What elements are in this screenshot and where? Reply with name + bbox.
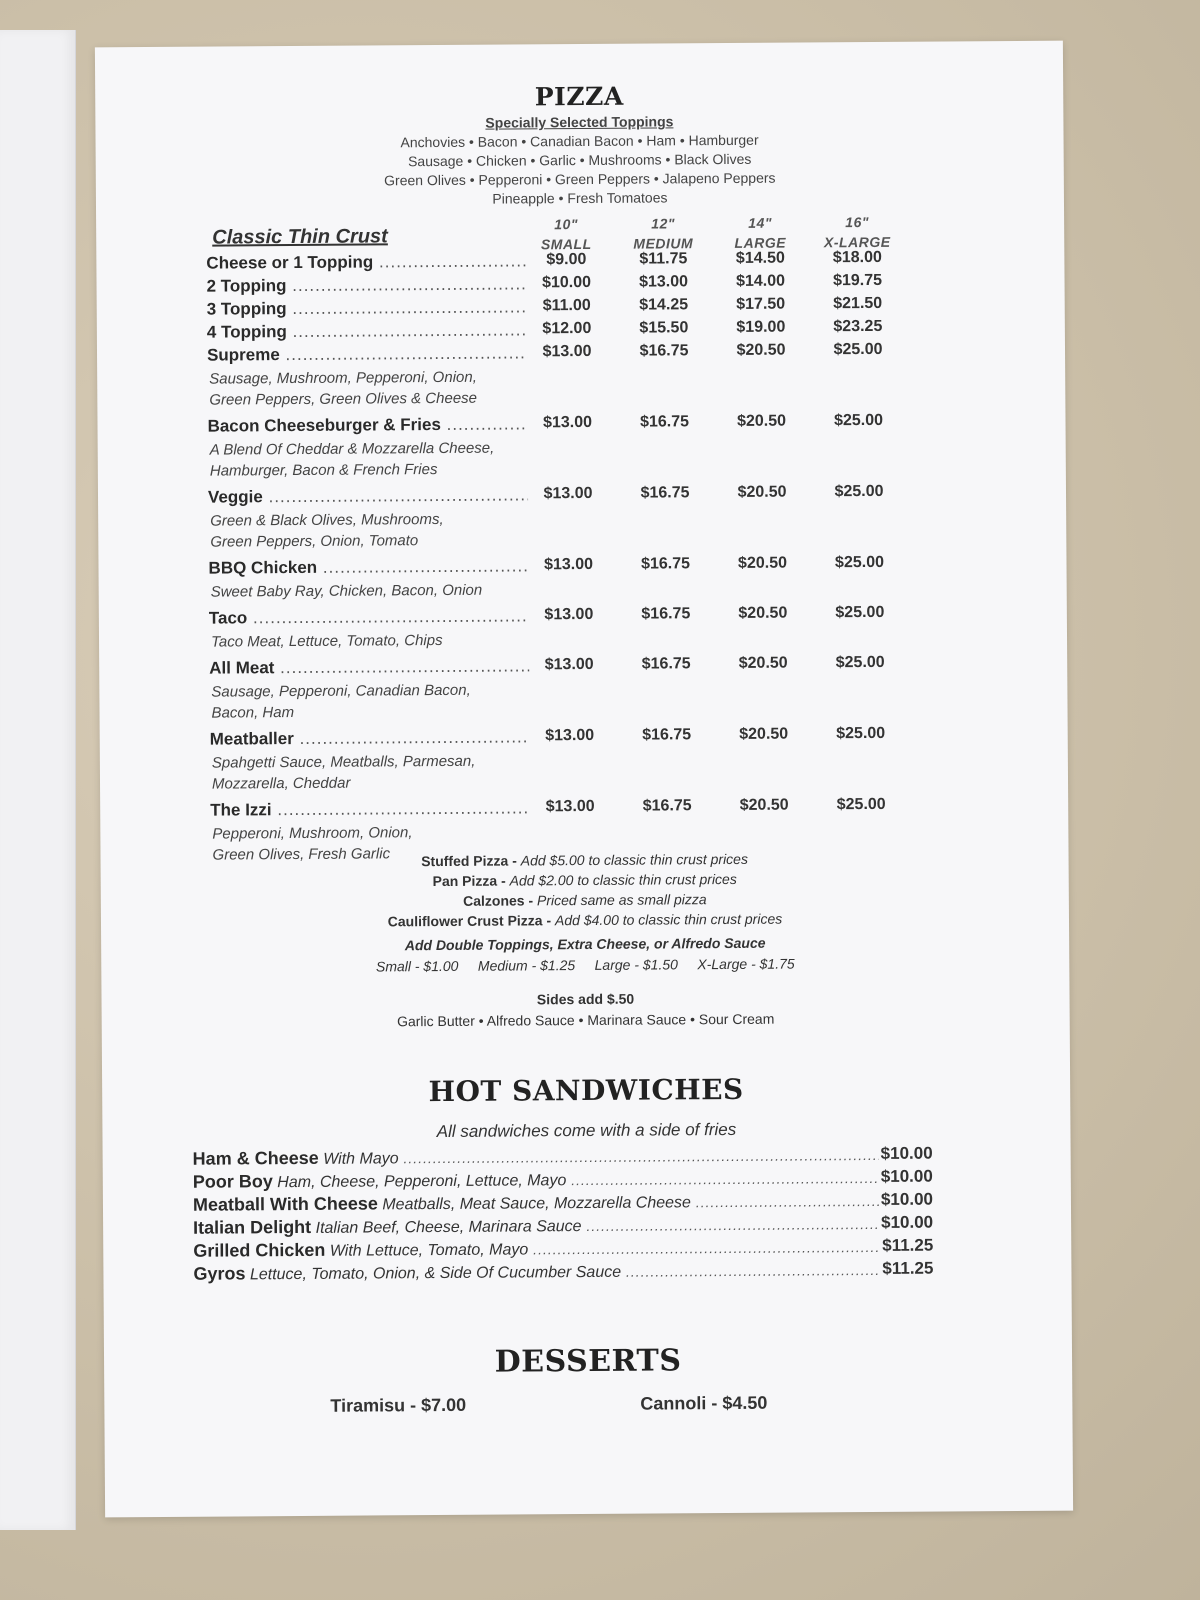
note-line: Pan Pizza - Add $2.00 to classic thin crust prices xyxy=(432,870,737,890)
addon-price: Large - $1.50 xyxy=(594,956,678,973)
pizza-description: Mozzarella, Cheddar xyxy=(211,774,351,793)
sandwich-name: Meatball With Cheese xyxy=(192,1193,378,1215)
sandwich-name: Gyros xyxy=(193,1263,246,1284)
sandwich-description-text: Lettuce, Tomato, Onion, & Side Of Cucumber Sauce xyxy=(249,1263,622,1284)
pizza-price: $25.00 xyxy=(835,653,885,672)
pizza-description: Spahgetti Sauce, Meatballs, Parmesan, xyxy=(211,752,476,772)
sandwich-price: $11.25 xyxy=(882,1258,934,1278)
toppings-line: Pineapple • Fresh Tomatoes xyxy=(492,189,668,207)
crust-label: Classic Thin Crust xyxy=(212,225,388,249)
pizza-price: $13.00 xyxy=(544,605,594,624)
pizza-price: $19.00 xyxy=(736,318,786,336)
size-header-large xyxy=(715,212,805,253)
pizza-price: $14.25 xyxy=(639,296,689,314)
sandwich-price: $10.00 xyxy=(880,1166,933,1186)
pizza-price: $16.75 xyxy=(642,726,692,744)
pizza-price: $25.00 xyxy=(833,340,883,359)
pizza-description: Sausage, Pepperoni, Canadian Bacon, xyxy=(211,681,471,701)
pizza-price: $23.25 xyxy=(833,317,883,336)
pizza-price: $25.00 xyxy=(834,553,885,572)
menu-page xyxy=(95,41,1073,1518)
toppings-heading: Specially Selected Toppings xyxy=(485,113,674,131)
pizza-description: Bacon, Ham xyxy=(211,704,295,722)
pizza-price: $19.75 xyxy=(832,271,883,290)
pizza-name-text: 2 Topping xyxy=(206,276,287,296)
pizza-name-text: BBQ Chicken xyxy=(208,557,318,578)
addon-price: X-Large - $1.75 xyxy=(697,955,795,973)
sandwich-name: Poor Boy xyxy=(192,1171,273,1192)
sandwich-description-text: Meatballs, Meat Sauce, Mozzarella Cheese xyxy=(382,1194,691,1214)
pizza-name-text: Taco xyxy=(208,608,248,628)
pizza-description: Pepperoni, Mushroom, Onion, xyxy=(212,824,413,843)
dessert-item: Tiramisu - $7.00 xyxy=(330,1394,467,1416)
pizza-price: $20.50 xyxy=(738,654,788,672)
pizza-price: $17.50 xyxy=(736,295,786,313)
pizza-name xyxy=(209,656,529,678)
pizza-price: $13.00 xyxy=(542,413,593,432)
pizza-name-text: The Izzi xyxy=(210,800,272,820)
pizza-name xyxy=(206,274,526,296)
sandwich-name: Italian Delight xyxy=(193,1216,312,1238)
pizza-description: Green Olives, Fresh Garlic xyxy=(212,845,391,864)
sandwiches-section-title: HOT SANDWICHES xyxy=(428,1072,744,1109)
pizza-name xyxy=(210,727,530,749)
note-line: Stuffed Pizza - Add $5.00 to classic thin crust prices xyxy=(421,850,749,870)
pizza-price: $25.00 xyxy=(836,724,886,743)
sandwiches-list xyxy=(193,1144,934,1287)
sandwich-price: $10.00 xyxy=(880,1143,933,1163)
pizza-name-text: Bacon Cheeseburger & Fries xyxy=(207,414,441,436)
sandwich-price: $11.25 xyxy=(882,1235,934,1255)
pizza-price: $10.00 xyxy=(542,273,592,292)
sandwich-name: Grilled Chicken xyxy=(193,1239,326,1261)
pizza-price: $13.00 xyxy=(542,342,592,361)
pizza-description: A Blend Of Cheddar & Mozzarella Cheese, xyxy=(209,439,495,459)
addons-heading: Add Double Toppings, Extra Cheese, or Alfredo Sauce xyxy=(404,934,766,954)
sandwiches-subtitle: All sandwiches come with a side of fries xyxy=(436,1119,737,1142)
left-page-edge xyxy=(0,30,76,1530)
sides-heading: Sides add $.50 xyxy=(536,990,635,1008)
sandwich-description-text: With Lettuce, Tomato, Mayo xyxy=(329,1241,529,1260)
pizza-description: Sweet Baby Ray, Chicken, Bacon, Onion xyxy=(210,581,483,601)
pizza-price: $20.50 xyxy=(737,483,787,501)
toppings-line: Green Olives • Pepperoni • Green Peppers • Jalapeno Peppers xyxy=(384,169,776,189)
sandwich-description-text: With Mayo xyxy=(323,1150,399,1168)
pizza-price: $25.00 xyxy=(833,411,884,430)
pizza-name xyxy=(209,606,529,628)
sandwich-name: Ham & Cheese xyxy=(192,1147,319,1169)
toppings-line: Anchovies • Bacon • Canadian Bacon • Ham • Hamburger xyxy=(400,131,759,151)
pizza-description: Green Peppers, Green Olives & Cheese xyxy=(209,389,478,409)
pizza-name-text: 4 Topping xyxy=(206,322,287,342)
pizza-price: $20.50 xyxy=(736,341,786,359)
sandwich-description-text: Ham, Cheese, Pepperoni, Lettuce, Mayo xyxy=(277,1172,567,1192)
pizza-name-text: Veggie xyxy=(207,487,263,507)
pizza-price: $25.00 xyxy=(834,482,884,501)
pizza-name xyxy=(210,798,530,820)
size-inch: 14" xyxy=(748,214,773,231)
pizza-description: Taco Meat, Lettuce, Tomato, Chips xyxy=(210,631,443,651)
sides-list: Garlic Butter • Alfredo Sauce • Marinara Sauce • Sour Cream xyxy=(396,1010,775,1030)
pizza-price: $16.75 xyxy=(639,413,690,431)
pizza-price: $13.00 xyxy=(639,273,689,291)
pizza-price: $15.50 xyxy=(639,319,689,337)
pizza-price: $11.00 xyxy=(542,296,591,315)
pizza-name xyxy=(206,251,526,273)
pizza-price: $20.50 xyxy=(736,412,787,430)
pizza-price: $21.50 xyxy=(833,294,883,313)
pizza-description: Hamburger, Bacon & French Fries xyxy=(209,461,438,480)
sandwich-description xyxy=(382,1191,933,1214)
addons xyxy=(101,931,1069,980)
pizza-price: $13.00 xyxy=(544,655,594,674)
size-name: LARGE xyxy=(734,234,787,251)
pizza-description: Sausage, Mushroom, Pepperoni, Onion, xyxy=(209,368,477,388)
sandwich-description xyxy=(277,1168,933,1191)
pizza-name-text: All Meat xyxy=(209,658,275,678)
sandwich-price: $10.00 xyxy=(881,1212,934,1232)
pizza-price: $13.00 xyxy=(545,726,595,745)
size-header-small xyxy=(521,214,611,255)
sandwich-description xyxy=(316,1214,934,1237)
pizza-price: $16.75 xyxy=(641,605,691,623)
pizza-price: $20.50 xyxy=(738,604,788,622)
pizza-price: $18.00 xyxy=(832,248,882,267)
pizza-price: $14.00 xyxy=(736,272,786,290)
size-name: SMALL xyxy=(540,235,592,253)
pizza-name-text: Meatballer xyxy=(209,729,294,749)
size-name: MEDIUM xyxy=(633,235,694,252)
sandwich-description-text: Italian Beef, Cheese, Marinara Sauce xyxy=(315,1218,582,1237)
note-line: Cauliflower Crust Pizza - Add $4.00 to classic thin crust prices xyxy=(387,910,783,930)
desserts-section-title: DESSERTS xyxy=(494,1343,682,1380)
pizza-price: $16.75 xyxy=(639,342,689,360)
pizza-notes xyxy=(101,847,1070,934)
size-inch: 12" xyxy=(651,215,676,232)
pizza-price: $13.00 xyxy=(543,555,594,574)
pizza-price: $13.00 xyxy=(545,797,595,816)
pizza-price: $16.75 xyxy=(640,555,691,573)
addon-price: Medium - $1.25 xyxy=(477,957,576,974)
pizza-name-text: Cheese or 1 Topping xyxy=(206,252,374,273)
sandwich-description xyxy=(323,1147,927,1168)
pizza-name xyxy=(207,414,527,436)
sandwich-description xyxy=(250,1260,934,1283)
pizza-name-text: 3 Topping xyxy=(206,299,287,319)
pizza-name xyxy=(207,297,527,319)
pizza-name-text: Supreme xyxy=(206,345,280,365)
pizza-price: $20.50 xyxy=(739,796,789,814)
dessert-item: Cannoli - $4.50 xyxy=(640,1392,768,1414)
sandwich-price: $10.00 xyxy=(880,1189,934,1209)
pizza-price: $25.00 xyxy=(836,795,886,814)
pizza-price: $16.75 xyxy=(642,797,692,815)
sandwich-row xyxy=(193,1259,933,1287)
note-line: Calzones - Priced same as small pizza xyxy=(463,891,707,909)
toppings-line: Sausage • Chicken • Garlic • Mushrooms • Black Olives xyxy=(407,150,752,170)
size-name: X-LARGE xyxy=(823,233,891,251)
pizza-price-table xyxy=(206,248,950,865)
sides xyxy=(101,986,1069,1035)
size-inch: 10" xyxy=(554,216,579,233)
pizza-section-title: PIZZA xyxy=(534,81,624,112)
size-inch: 16" xyxy=(845,213,870,231)
pizza-name xyxy=(208,485,528,507)
pizza-price: $13.00 xyxy=(543,484,593,503)
pizza-price: $25.00 xyxy=(835,603,885,622)
pizza-description: Green & Black Olives, Mushrooms, xyxy=(210,510,444,530)
pizza-price: $16.75 xyxy=(640,484,690,502)
pizza-price: $12.00 xyxy=(542,319,592,338)
toppings-list xyxy=(95,129,1064,212)
pizza-price: $20.50 xyxy=(739,725,789,743)
sandwich-description xyxy=(329,1235,934,1260)
addon-price: Small - $1.00 xyxy=(375,957,459,975)
pizza-price: $14.50 xyxy=(735,249,785,267)
pizza-price: $11.75 xyxy=(639,250,688,268)
pizza-price: $20.50 xyxy=(737,554,788,572)
pizza-name xyxy=(207,343,527,365)
pizza-name xyxy=(207,320,527,342)
pizza-name xyxy=(208,556,528,578)
size-header-medium xyxy=(618,213,708,254)
pizza-price: $9.00 xyxy=(546,250,587,269)
pizza-price: $16.75 xyxy=(641,655,691,673)
size-header-xlarge xyxy=(812,212,902,253)
pizza-description: Green Peppers, Onion, Tomato xyxy=(210,532,419,551)
